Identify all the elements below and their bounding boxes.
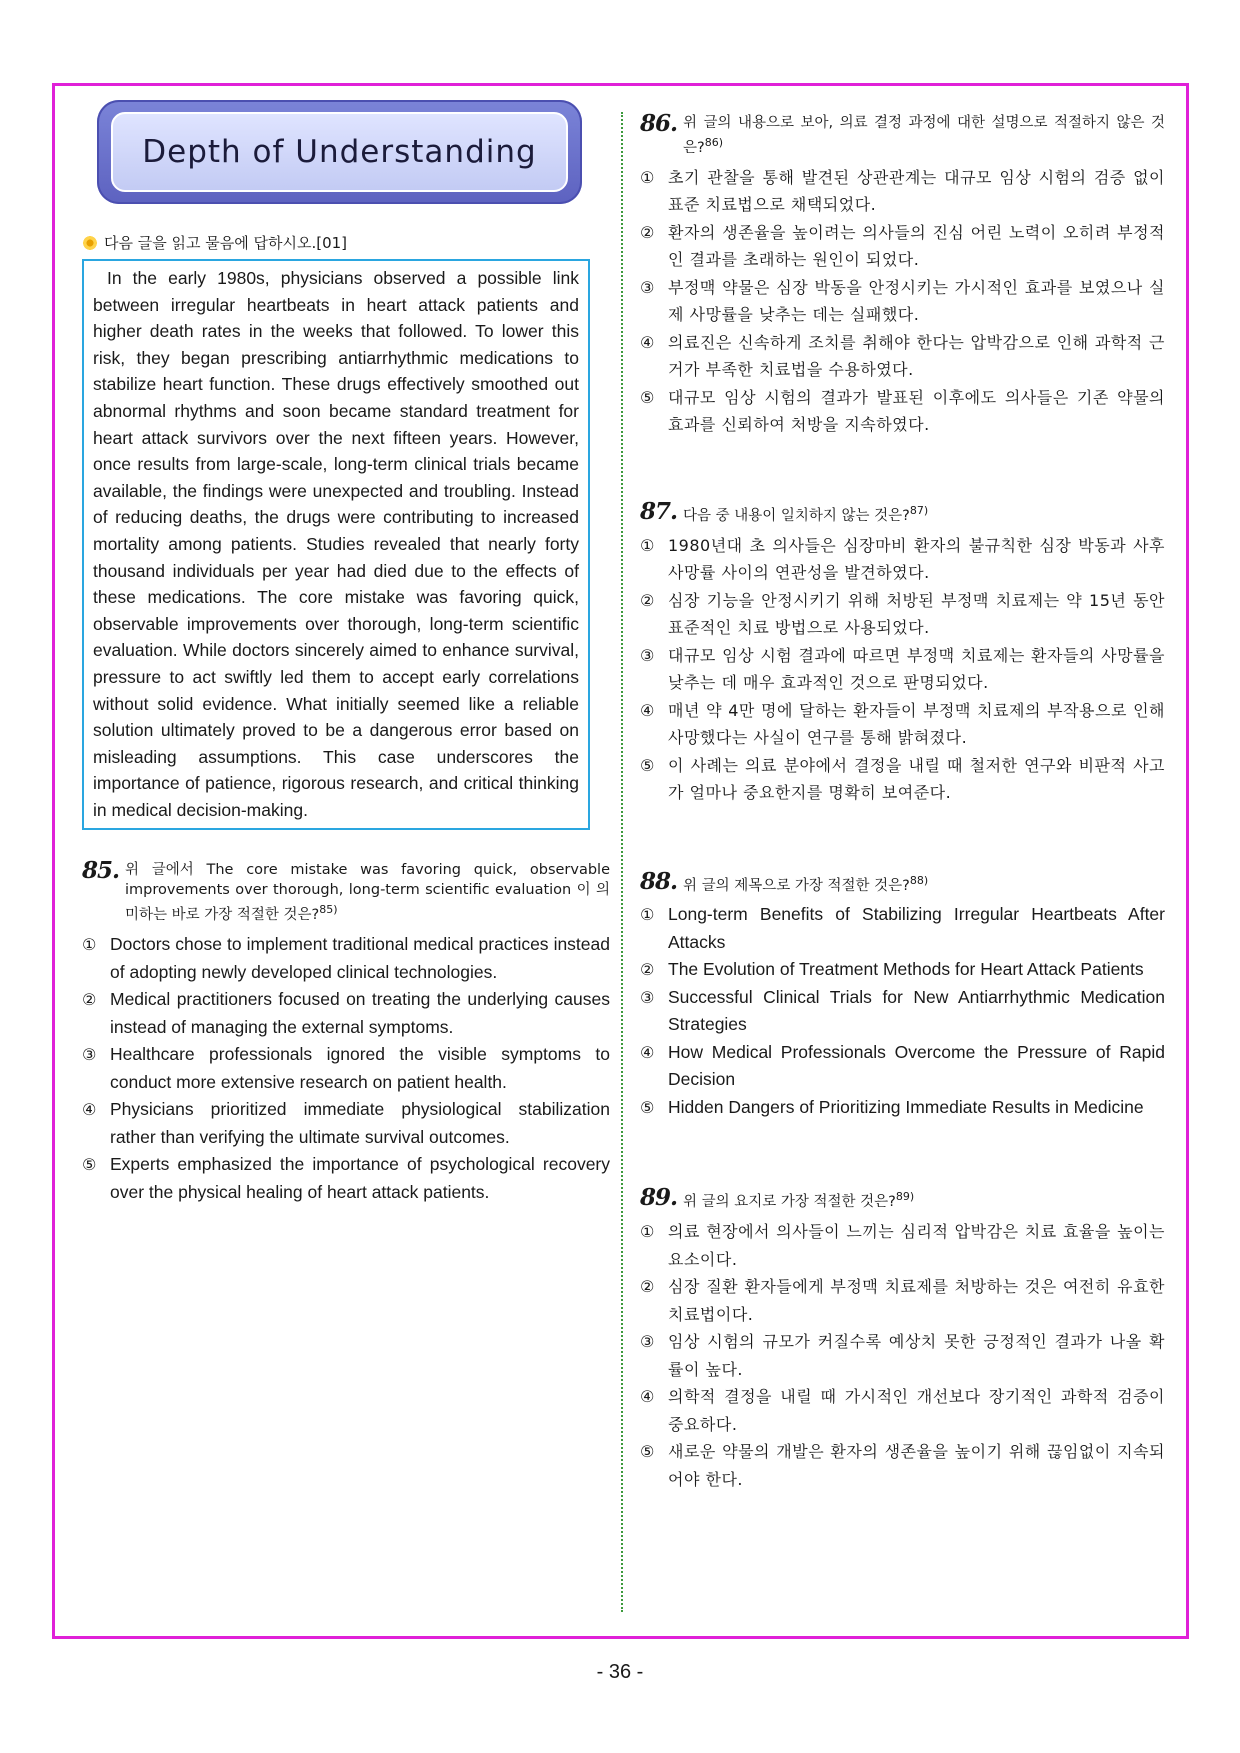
question-prompt: 위 글의 요지로 가장 적절한 것은? [683, 1194, 896, 1211]
option-item[interactable] [640, 219, 1165, 274]
question-89 [640, 1184, 1165, 1493]
option-marker: ⑤ [640, 387, 655, 407]
option-item[interactable] [82, 1151, 610, 1206]
page-number: - 36 - [596, 1661, 644, 1683]
option-item[interactable] [640, 1039, 1165, 1094]
option-marker: ① [640, 167, 655, 187]
option-item[interactable] [640, 164, 1165, 219]
option-item[interactable] [640, 532, 1165, 587]
question-header [82, 857, 610, 925]
option-marker: ② [640, 590, 655, 610]
option-text: Healthcare professionals ignored the visible symptoms to conduct more extensive research on patient health. [110, 1044, 610, 1092]
question-87 [640, 497, 1165, 807]
footnote-ref: 85) [319, 903, 338, 917]
question-text [683, 871, 1165, 896]
option-marker: ① [640, 535, 655, 555]
option-marker: ② [640, 1277, 655, 1297]
right-column [640, 110, 1165, 1493]
options-list [82, 931, 610, 1206]
question-prompt: 위 글에서 The core mistake was favoring quick, observable improvements over thorough, long-term scientific evaluation 이 의미하는 바로 가장 적절한 것은? [125, 862, 610, 924]
question-header [640, 867, 1165, 896]
option-item[interactable] [640, 1218, 1165, 1273]
option-item[interactable] [640, 1328, 1165, 1383]
left-column [82, 100, 610, 1206]
option-text: 심장 기능을 안정시키기 위해 처방된 부정맥 치료제는 약 15년 동안 표준적인 치료 방법으로 사용되었다. [668, 590, 1165, 638]
option-item[interactable] [640, 1273, 1165, 1328]
footnote-ref: 88) [909, 873, 929, 887]
question-88 [640, 867, 1165, 1122]
options-list [640, 532, 1165, 807]
option-item[interactable] [640, 587, 1165, 642]
options-list [640, 901, 1165, 1121]
question-number: 89. [640, 1184, 678, 1212]
option-text: 이 사례는 의료 분야에서 결정을 내릴 때 철저한 연구와 비판적 사고가 얼마나 중요한지를 명확히 보여준다. [668, 755, 1165, 803]
options-list [640, 1218, 1165, 1493]
option-item[interactable] [640, 274, 1165, 329]
option-item[interactable] [82, 1096, 610, 1151]
option-marker: ② [82, 990, 97, 1010]
footnote-ref: 89) [895, 1190, 915, 1204]
option-text: 의학적 결정을 내릴 때 가시적인 개선보다 장기적인 과학적 검증이 중요하다. [668, 1387, 1165, 1434]
option-text: 부정맥 약물은 심장 박동을 안정시키는 가시적인 효과를 보였으나 실제 사망률을 낮추는 데는 실패했다. [668, 277, 1165, 325]
question-header [640, 1184, 1165, 1212]
option-marker: ③ [640, 1332, 655, 1352]
option-marker: ② [640, 222, 655, 242]
option-item[interactable] [640, 1094, 1165, 1122]
option-text: The Evolution of Treatment Methods for Heart Attack Patients [668, 959, 1144, 980]
question-text [683, 501, 1165, 526]
question-text [683, 1187, 1165, 1212]
option-text: Successful Clinical Trials for New Antiarrhythmic Medication Strategies [668, 986, 1165, 1035]
passage-text: In the early 1980s, physicians observed a possible link between irregular heartbeats in heart attack patients and higher death rates in the weeks that followed. To lower this risk, they began prescribing antiarrhythmic medications to stabilize heart function. These drugs effectively smoothed out abnormal rhythms and soon became standard treatment for heart attack survivors over the next fifteen years. However, once results from large-scale, long-term clinical trials became available, the findings were unexpected and troubling. Instead of reducing deaths, the drugs were contributing to increased mortality among patients. Studies revealed that nearly forty thousand individuals per year had died due to the effects of these medications. The core mistake was favoring quick, observable improvements over thorough, long-term scientific evaluation. While doctors sincerely aimed to enhance survival, pressure to act swiftly led them to accept early correlations without solid evidence. What initially seemed like a reliable solution ultimately proved to be a dangerous error based on misleading assumptions. This case underscores the importance of patience, rigorous research, and critical thinking in medical decision-making. [93, 268, 579, 820]
option-marker: ① [82, 935, 97, 955]
footnote-ref: 86) [704, 136, 724, 149]
footnote-ref: 87) [909, 503, 929, 517]
option-text: 대규모 임상 시험 결과에 따르면 부정맥 치료제는 환자들의 사망률을 낮추는 데 매우 효과적인 것으로 판명되었다. [668, 645, 1165, 693]
instruction-line [82, 232, 610, 253]
option-text: 새로운 약물의 개발은 환자의 생존율을 높이기 위해 끊임없이 지속되어야 한다. [668, 1442, 1165, 1489]
question-prompt: 위 글의 제목으로 가장 적절한 것은? [683, 877, 910, 894]
option-marker: ④ [640, 1042, 655, 1062]
option-marker: ① [640, 1222, 655, 1242]
title-badge [97, 100, 582, 204]
option-marker: ⑤ [640, 1097, 655, 1117]
question-prompt: 다음 중 내용이 일치하지 않는 것은? [683, 507, 910, 524]
question-86 [640, 110, 1165, 439]
option-item[interactable] [82, 986, 610, 1041]
option-item[interactable] [82, 1041, 610, 1096]
option-marker: ④ [82, 1100, 97, 1120]
options-list [640, 164, 1165, 439]
question-header [640, 497, 1165, 526]
option-text: 초기 관찰을 통해 발견된 상관관계는 대규모 임상 시험의 검증 없이 표준 치료법으로 채택되었다. [668, 167, 1165, 215]
option-text: 환자의 생존율을 높이려는 의사들의 진심 어린 노력이 오히려 부정적인 결과를 초래하는 원인이 되었다. [668, 222, 1165, 270]
flower-icon [82, 235, 98, 251]
option-marker: ⑤ [640, 755, 655, 775]
instruction-text: 다음 글을 읽고 물음에 답하시오.[01] [104, 234, 348, 252]
option-item[interactable] [640, 1383, 1165, 1438]
title-inner [111, 112, 568, 192]
question-header [640, 110, 1165, 158]
option-item[interactable] [640, 384, 1165, 439]
option-text: Hidden Dangers of Prioritizing Immediate Results in Medicine [668, 1096, 1144, 1117]
option-item[interactable] [82, 931, 610, 986]
option-marker: ⑤ [640, 1442, 655, 1462]
option-text: 임상 시험의 규모가 커질수록 예상치 못한 긍정적인 결과가 나올 확률이 높다. [668, 1332, 1165, 1379]
option-text: Doctors chose to implement traditional medical practices instead of adopting newly developed clinical technologies. [110, 934, 610, 982]
option-text: 의료 현장에서 의사들이 느끼는 심리적 압박감은 치료 효율을 높이는 요소이다. [668, 1222, 1165, 1269]
option-marker: ③ [640, 987, 655, 1007]
question-text [125, 860, 610, 925]
option-marker: ④ [640, 332, 655, 352]
option-marker: ③ [640, 645, 655, 665]
option-text: Experts emphasized the importance of psychological recovery over the physical healing of heart attack patients. [110, 1154, 610, 1202]
question-number: 88. [640, 867, 678, 895]
option-marker: ⑤ [82, 1155, 97, 1175]
option-text: 매년 약 4만 명에 달하는 환자들이 부정맥 치료제의 부작용으로 인해 사망했다는 사실이 연구를 통해 밝혀졌다. [668, 700, 1165, 748]
option-item[interactable] [640, 697, 1165, 752]
reading-passage [82, 259, 590, 830]
question-prompt: 위 글의 내용으로 보아, 의료 결정 과정에 대한 설명으로 적절하지 않은 것은? [683, 115, 1165, 156]
page-title: Depth of Understanding [142, 134, 537, 170]
option-text: Medical practitioners focused on treating the underlying causes instead of managing the external symptoms. [110, 989, 610, 1037]
option-text: 심장 질환 환자들에게 부정맥 치료제를 처방하는 것은 여전히 유효한 치료법이다. [668, 1277, 1165, 1324]
option-marker: ① [640, 905, 655, 925]
question-text [683, 113, 1165, 158]
option-marker: ④ [640, 1387, 655, 1407]
option-item[interactable] [640, 901, 1165, 956]
option-item[interactable] [640, 752, 1165, 807]
option-item[interactable] [640, 984, 1165, 1039]
option-item[interactable] [640, 1438, 1165, 1493]
option-marker: ② [640, 960, 655, 980]
option-marker: ③ [640, 277, 655, 297]
option-text: 대규모 임상 시험의 결과가 발표된 이후에도 의사들은 기존 약물의 효과를 신뢰하여 처방을 지속하였다. [668, 387, 1165, 435]
question-number: 87. [640, 497, 678, 525]
option-text: 의료진은 신속하게 조치를 취해야 한다는 압박감으로 인해 과학적 근거가 부족한 치료법을 수용하였다. [668, 332, 1165, 380]
option-marker: ④ [640, 700, 655, 720]
question-85 [82, 857, 610, 1206]
option-item[interactable] [640, 956, 1165, 984]
option-text: Physicians prioritized immediate physiological stabilization rather than verifying the ultimate survival outcomes. [110, 1099, 610, 1147]
question-number: 86. [640, 110, 678, 137]
option-text: How Medical Professionals Overcome the Pressure of Rapid Decision [668, 1041, 1165, 1090]
option-marker: ③ [82, 1045, 97, 1065]
question-number: 85. [82, 857, 120, 885]
option-item[interactable] [640, 642, 1165, 697]
option-text: Long-term Benefits of Stabilizing Irregular Heartbeats After Attacks [668, 904, 1165, 952]
column-divider [621, 112, 623, 1612]
option-item[interactable] [640, 329, 1165, 384]
option-text: 1980년대 초 의사들은 심장마비 환자의 불규칙한 심장 박동과 사후 사망률 사이의 연관성을 발견하였다. [668, 535, 1165, 583]
